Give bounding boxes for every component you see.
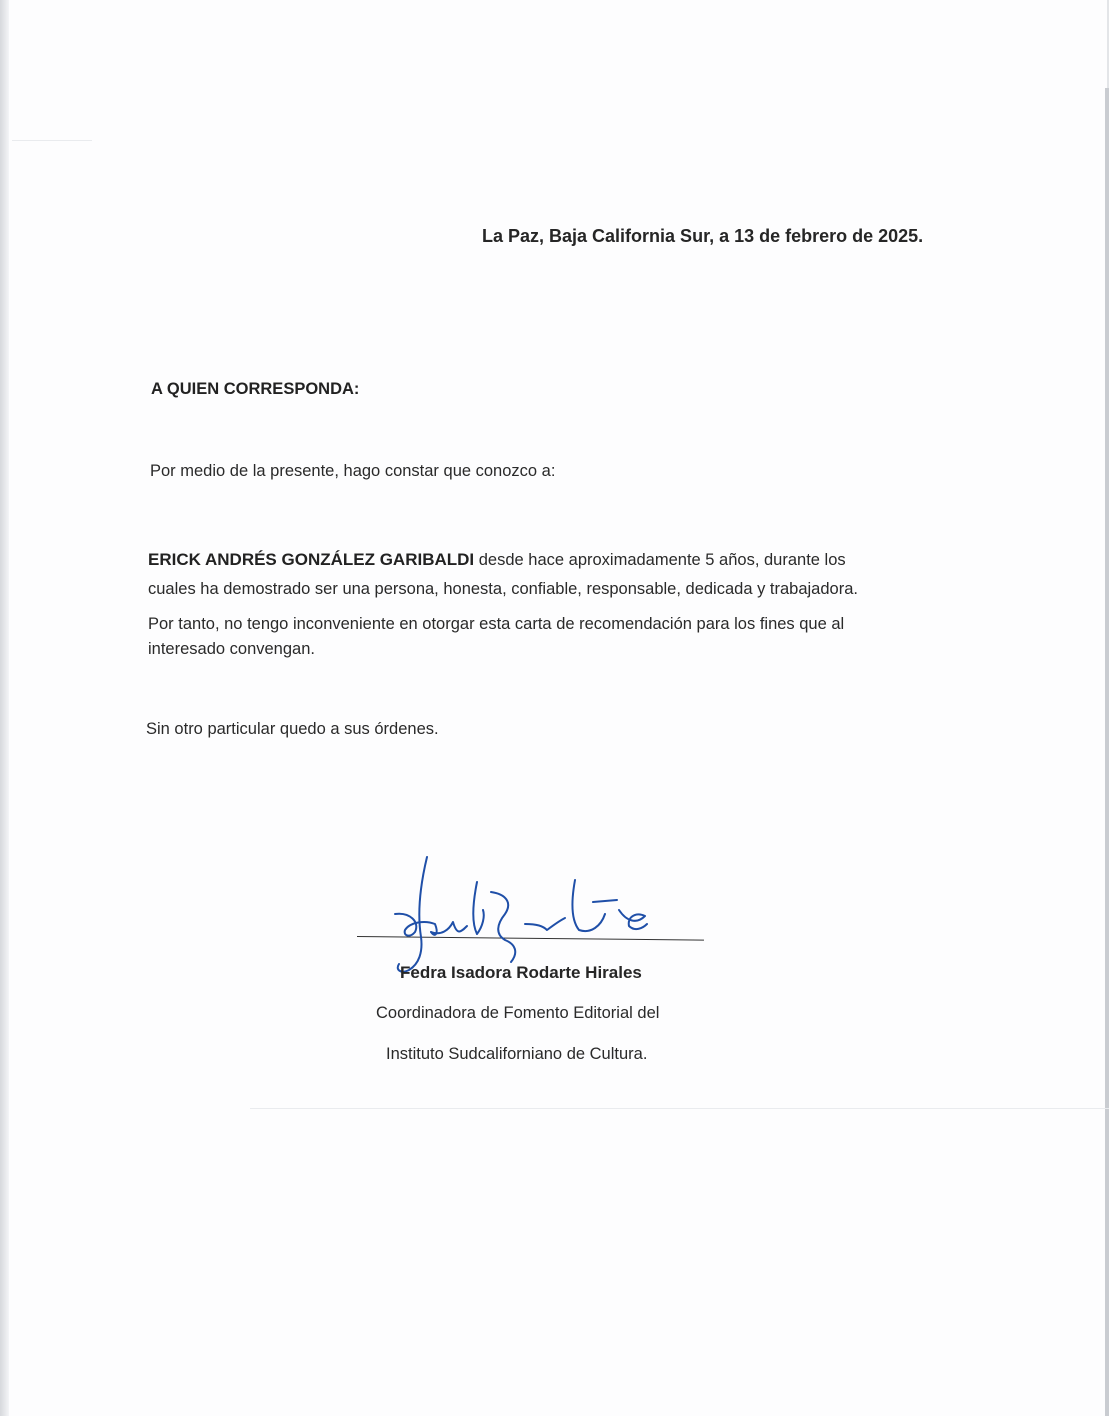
recommendation-paragraph-line2: cuales ha demostrado ser una persona, honesta, confiable, responsable, dedicada y trabajadora.: [148, 580, 858, 598]
intro-paragraph: Por medio de la presente, hago constar que conozco a:: [150, 462, 556, 480]
signer-title-line1: Coordinadora de Fomento Editorial del: [376, 1004, 660, 1022]
paragraph-text: desde hace aproximadamente 5 años, durante los: [474, 551, 846, 569]
scan-artifact-line: [250, 1108, 1109, 1109]
statement-paragraph-line1: Por tanto, no tengo inconveniente en otorgar esta carta de recomendación para los fines que al: [148, 615, 845, 633]
recommendation-paragraph-line1: [148, 550, 846, 570]
signer-name: Fedra Isadora Rodarte Hirales: [400, 963, 642, 982]
statement-paragraph-line2: interesado convengan.: [148, 640, 315, 658]
page-right-edge: [1105, 88, 1109, 1416]
scan-artifact-line: [12, 140, 92, 141]
date-line: La Paz, Baja California Sur, a 13 de febrero de 2025.: [482, 226, 924, 246]
salutation: A QUIEN CORRESPONDA:: [151, 380, 360, 398]
subject-name: ERICK ANDRÉS GONZÁLEZ GARIBALDI: [148, 550, 475, 569]
page-left-edge: [0, 0, 9, 1416]
signer-title-line2: Instituto Sudcaliforniano de Cultura.: [386, 1045, 648, 1063]
closing-line: Sin otro particular quedo a sus órdenes.: [146, 720, 439, 738]
